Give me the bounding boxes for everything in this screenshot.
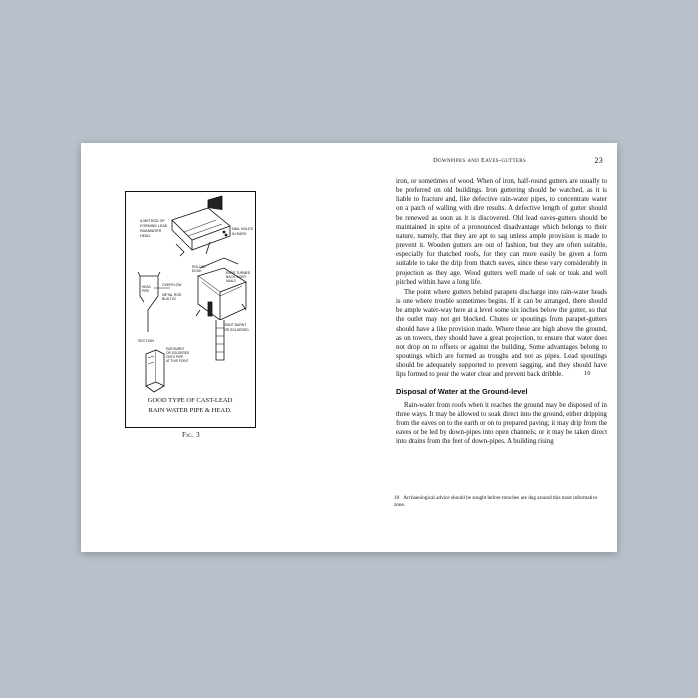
annotation-head-1: HEAD	[142, 285, 151, 289]
figure-title-line1: GOOD TYPE OF CAST-LEAD	[147, 397, 233, 404]
annotation-ear-burnt-2: OR SOLDERED	[166, 351, 190, 355]
annotation-method-3: RAINWATER	[140, 229, 162, 233]
margin-number: 10	[584, 370, 591, 377]
annotation-joint-2: OR SOLDERED	[224, 328, 249, 332]
footnote	[394, 495, 609, 508]
footnote-text: Archaeological advice should be sought before trenches are dug around this most informative zone.	[394, 495, 598, 508]
figure-illustration	[125, 191, 256, 428]
annotation-metal-rod-2: BUILT IN	[162, 297, 176, 301]
page-number: 23	[594, 156, 603, 165]
annotation-ear-burnt-4: AT THIS POINT	[166, 359, 189, 363]
ear-detail-sketch	[146, 350, 164, 392]
lead-head-sketch	[172, 196, 230, 256]
paragraph-1: iron, or sometimes of wood. When of iron, half-round gutters are usually to be preferred on old buildings. Iron guttering should be watched, as it is liable to fracture and, like defective rain-water pipes, to concentrate water on a patch of walling with dire results. A defective length of gutter should be renewed as soon as it is discovered. Old lead eaves-gutters should be maintained in spite of a pronounced disadvantage which belongs to their nature, namely, that they are apt to sag unless ample provision is made to prevent it. Wooden gutters are out of fashion, but they are often suitable, especially for thatched roofs, for they can more easily be given a form suitable to take the drip from thatch eaves, since these vary considerably in projection as they age. Wood gutters well made of oak or teak and well pitched within have a long life.	[396, 178, 607, 286]
annotation-overflow: OVERFLOW	[162, 283, 182, 287]
annotation-ears-turned-1: EARS TURNED	[226, 271, 251, 275]
annotation-nail-holes-2: IN EARS	[232, 232, 247, 236]
annotation-ear-burnt-3: ONTO PIPE	[166, 355, 184, 359]
annotation-joint-1: JOINT BURNT	[224, 323, 247, 327]
annotation-nail-holes-1: NAIL HOLES	[232, 227, 254, 231]
figure-title-line2: RAIN WATER PIPE & HEAD.	[148, 407, 232, 414]
section-heading: Disposal of Water at the Ground-level	[396, 387, 528, 397]
figure-label: Fig. 3	[182, 431, 200, 439]
footnote-number: 10	[394, 495, 400, 501]
text-column	[396, 177, 607, 446]
annotation-rolled-1: ROLLED	[192, 265, 206, 269]
section-sketch	[138, 272, 170, 332]
paragraph-2: The point where gutters behind parapets discharge into rain-water heads is one where trouble sometimes begins. If it can be arranged, there should be ample water-way here at a level some six inches below the gutter, so that the outlet may not get blocked. Chutes or spoutings from parapet-gutters should have a like provision made. Where these are high above the ground, as on towers, they should have a great projection, to ensure that water does not drop on to offsets or against the building. Some advantages belong to spoutings which are formed as troughs and not as pipes. Lead spoutings should be adequately supported to prevent sagging, and they should have lips formed to pour the water clear and prevent back dribble.	[396, 288, 607, 379]
annotation-ear-burnt-1: EAR BURNT	[166, 347, 185, 351]
annotation-method-4: HEAD.	[140, 234, 151, 238]
book-spread	[81, 143, 617, 552]
annotation-metal-rod-1: METAL ROD	[162, 293, 182, 297]
annotation-rolled-2: EDGE	[192, 269, 202, 273]
running-title: Downpipes and Eaves-gutters	[433, 157, 526, 164]
annotation-method-1: A METHOD OF	[140, 219, 165, 223]
rainwater-head-drawing	[126, 192, 255, 427]
annotation-ears-turned-3: NAILS	[226, 279, 236, 283]
annotation-method-2: FORMING LEAD	[140, 224, 168, 228]
annotation-head-2: PIPE	[142, 289, 150, 293]
paragraph-3: Rain-water from roofs when it reaches the ground may be disposed of in three ways. It may be allowed to soak direct into the ground, either dripping from the eaves on to the earth or on to prepared paving; it may drip from the eaves or be led by down-pipes into open channels; or it may be taken direct into drains from the feet of down-pipes. A building rising	[396, 401, 607, 446]
annotation-ears-turned-2: BACK OVER	[226, 275, 246, 279]
annotation-section: SECTION	[138, 339, 154, 343]
